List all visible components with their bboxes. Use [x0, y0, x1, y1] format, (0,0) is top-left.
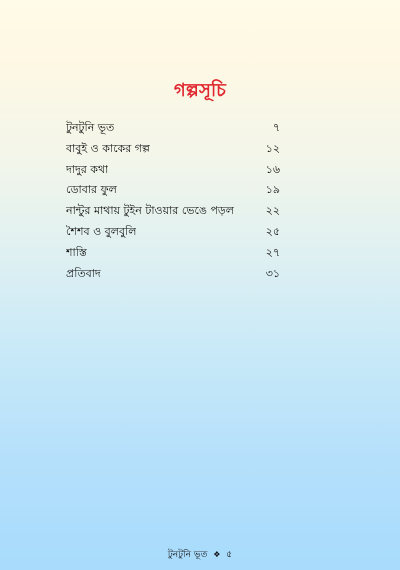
table-of-contents — [66, 118, 280, 284]
toc-entry — [66, 222, 280, 243]
ornament-separator-icon: ❖ — [213, 550, 221, 559]
toc-entry — [66, 243, 280, 264]
toc-entry — [66, 264, 280, 285]
footer-page-number: ৫ — [226, 550, 233, 560]
footer-book-title: টুনটুনি ভূত — [167, 550, 208, 560]
toc-entry — [66, 160, 280, 181]
toc-entry — [66, 180, 280, 201]
toc-entry-page: ২৫ — [265, 224, 280, 238]
toc-entry-page: ৩১ — [265, 266, 280, 280]
toc-entry-title: প্রতিবাদ — [66, 266, 101, 280]
toc-entry — [66, 201, 280, 222]
toc-entry-title: দাদুর কথা — [66, 162, 109, 176]
page-footer — [0, 547, 400, 562]
toc-entry-title: শৈশব ও বুলবুলি — [66, 224, 137, 238]
toc-entry-title: ডোবার ফুল — [66, 183, 117, 197]
toc-entry-title: শাস্তি — [66, 245, 87, 259]
toc-entry-page: ২৭ — [265, 245, 280, 259]
toc-entry-page: ২২ — [265, 204, 280, 218]
toc-entry-title: বাবুই ও কাকের গল্প — [66, 141, 150, 155]
toc-entry-title: টুনটুনি ভূত — [66, 121, 115, 134]
toc-entry — [66, 118, 280, 139]
page-title: গল্পসূচি — [173, 80, 227, 101]
toc-entry-title: নান্টুর মাথায় টুইন টাওয়ার ভেঙে পড়ল — [66, 204, 234, 218]
toc-entry-page: ১৯ — [265, 183, 280, 197]
toc-entry — [66, 139, 280, 160]
toc-entry-page: ৭ — [272, 121, 280, 134]
toc-entry-page: ১৬ — [265, 162, 280, 176]
toc-entry-page: ১২ — [265, 141, 280, 155]
